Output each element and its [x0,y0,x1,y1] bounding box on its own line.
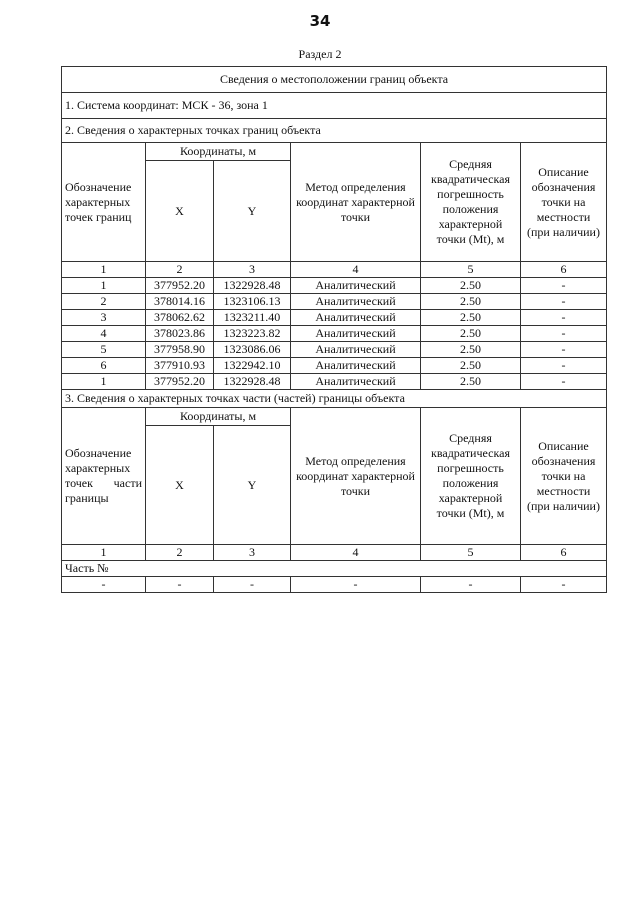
section2-designation-header: Обозначение характерных точек части границы [62,408,146,545]
section1-x-header: X [146,161,214,262]
section1-designation-header: Обозначение характерных точек границ [62,143,146,262]
section1-description-header: Описание обозначения точки на местности (при наличии) [521,143,607,262]
point-number: 3 [62,310,146,326]
column-number: 6 [521,262,607,278]
y-value: 1323086.06 [214,342,291,358]
section2-column-numbers [62,545,607,561]
description-value: - [521,310,607,326]
table-row [62,374,607,390]
method-value: Аналитический [291,294,421,310]
point-number: 1 [62,374,146,390]
point-number: 2 [62,294,146,310]
y-value: 1323211.40 [214,310,291,326]
description-value: - [521,342,607,358]
method-value: Аналитический [291,358,421,374]
table-row [62,326,607,342]
table-title: Сведения о местоположении границ объекта [62,67,607,93]
section2-y-header: Y [214,426,291,545]
column-number: 4 [291,262,421,278]
empty-cell: - [214,577,291,593]
point-number: 5 [62,342,146,358]
column-number: 2 [146,262,214,278]
x-value: 377952.20 [146,278,214,294]
description-value: - [521,374,607,390]
table-row [62,310,607,326]
column-number: 3 [214,545,291,561]
x-value: 377910.93 [146,358,214,374]
method-value: Аналитический [291,342,421,358]
empty-cell: - [421,577,521,593]
section2-title: 3. Сведения о характерных точках части (частей) границы объекта [62,390,607,408]
empty-cell: - [62,577,146,593]
column-number: 2 [146,545,214,561]
error-value: 2.50 [421,326,521,342]
section1-coords-header: Координаты, м [146,143,291,161]
description-value: - [521,326,607,342]
method-value: Аналитический [291,374,421,390]
page-number: 34 [309,12,331,30]
error-value: 2.50 [421,342,521,358]
error-value: 2.50 [421,278,521,294]
method-value: Аналитический [291,326,421,342]
y-value: 1322942.10 [214,358,291,374]
empty-cell: - [291,577,421,593]
column-number: 5 [421,545,521,561]
x-value: 377952.20 [146,374,214,390]
method-value: Аналитический [291,310,421,326]
error-value: 2.50 [421,310,521,326]
table-row [62,577,607,593]
empty-cell: - [521,577,607,593]
table-row [62,358,607,374]
column-number: 5 [421,262,521,278]
section2-method-header: Метод определения координат характерной точки [291,408,421,545]
column-number: 4 [291,545,421,561]
section-label: Раздел 2 [298,47,342,61]
method-value: Аналитический [291,278,421,294]
column-number: 6 [521,545,607,561]
y-value: 1322928.48 [214,278,291,294]
section2-description-header: Описание обозначения точки на местности (при наличии) [521,408,607,545]
table-row [62,278,607,294]
column-number: 3 [214,262,291,278]
section2-coords-header: Координаты, м [146,408,291,426]
section1-method-header: Метод определения координат характерной точки [291,143,421,262]
section1-error-header: Средняя квадратическая погрешность положения характерной точки (Mt), м [421,143,521,262]
description-value: - [521,278,607,294]
section1-column-numbers [62,262,607,278]
column-number: 1 [62,545,146,561]
error-value: 2.50 [421,374,521,390]
x-value: 377958.90 [146,342,214,358]
section1-title: 2. Сведения о характерных точках границ объекта [62,119,607,143]
part-label: Часть № [62,561,607,577]
empty-cell: - [146,577,214,593]
x-value: 378014.16 [146,294,214,310]
section2-x-header: X [146,426,214,545]
error-value: 2.50 [421,358,521,374]
coordinate-system: 1. Система координат: МСК - 36, зона 1 [62,93,607,119]
description-value: - [521,358,607,374]
x-value: 378062.62 [146,310,214,326]
section2-error-header: Средняя квадратическая погрешность положения характерной точки (Mt), м [421,408,521,545]
boundary-table [61,66,607,593]
error-value: 2.50 [421,294,521,310]
table-row [62,294,607,310]
point-number: 4 [62,326,146,342]
point-number: 6 [62,358,146,374]
y-value: 1323223.82 [214,326,291,342]
table-row [62,342,607,358]
x-value: 378023.86 [146,326,214,342]
description-value: - [521,294,607,310]
y-value: 1322928.48 [214,374,291,390]
section1-y-header: Y [214,161,291,262]
point-number: 1 [62,278,146,294]
column-number: 1 [62,262,146,278]
y-value: 1323106.13 [214,294,291,310]
